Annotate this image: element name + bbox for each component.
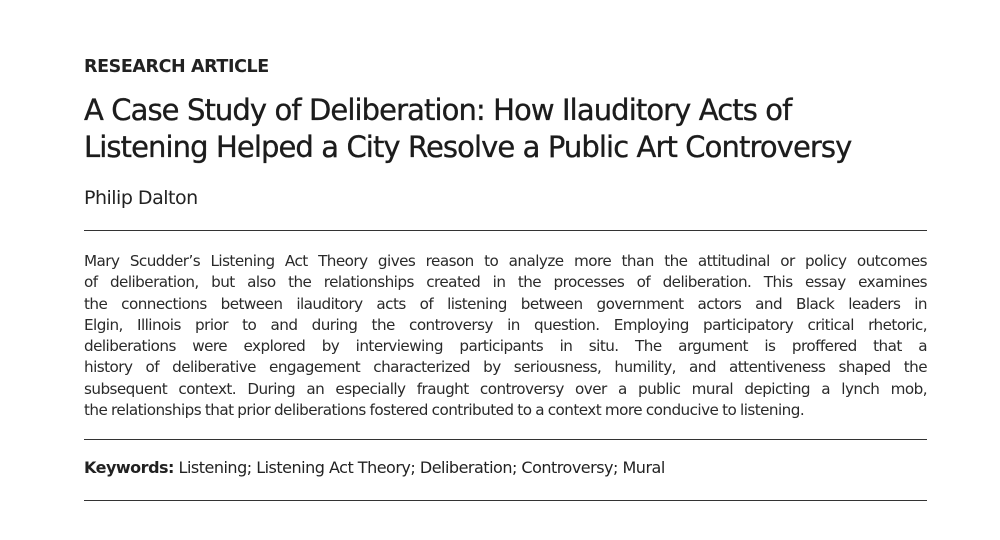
abstract-line: the relationships that prior deliberations fostered contributed to a context more conducive to listening.: [84, 401, 805, 420]
abstract-line: Elgin, Illinois prior to and during the controversy in question. Employing participatory critical rhetoric,: [84, 315, 927, 334]
abstract-line: Mary Scudder’s Listening Act Theory gives reason to analyze more than the attitudinal or policy outcomes: [84, 252, 927, 270]
abstract-line: subsequent context. During an especially fraught controversy over a public mural depicting a lynch mob,: [84, 379, 927, 398]
keywords: [84, 458, 665, 477]
abstract-line: the connections between ilauditory acts of listening between government actors and Black leaders in: [84, 294, 927, 313]
divider-middle: [84, 439, 927, 440]
keywords-list: Listening; Listening Act Theory; Deliberation; Controversy; Mural: [173, 458, 665, 477]
author-name: Philip Dalton: [84, 187, 198, 209]
divider-bottom: [84, 500, 927, 501]
article-title: [84, 92, 927, 166]
abstract: [84, 251, 927, 421]
keywords-label: Keywords:: [84, 458, 174, 477]
article-title-line: Listening Helped a City Resolve a Public Art Controversy: [84, 130, 852, 164]
abstract-line: deliberations were explored by interviewing participants in situ. The argument is proffered that a: [84, 337, 927, 356]
divider-top: [84, 230, 927, 231]
article-type-label: RESEARCH ARTICLE: [84, 57, 269, 77]
abstract-line: of deliberation, but also the relationships created in the processes of deliberation. This essay examines: [84, 273, 927, 292]
abstract-line: history of deliberative engagement characterized by seriousness, humility, and attentiveness shaped the: [84, 358, 927, 377]
article-title-line: A Case Study of Deliberation: How Ilauditory Acts of: [84, 93, 792, 127]
